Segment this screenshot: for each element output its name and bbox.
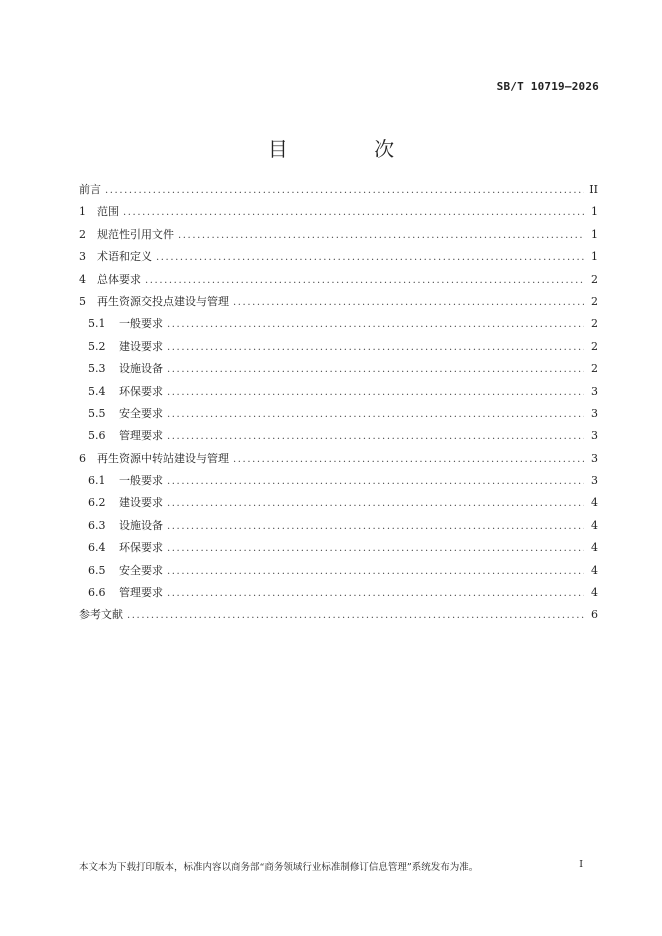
toc-leader-dots xyxy=(178,230,584,241)
toc-entry-page: 3 xyxy=(591,429,598,443)
toc-entry-page: 3 xyxy=(591,384,598,398)
toc-entry-label: 环保要求 xyxy=(119,541,163,555)
toc-entry-number: 6.5 xyxy=(88,563,106,577)
toc-leader-dots xyxy=(156,252,584,263)
toc-entry-label: 一般要求 xyxy=(119,474,163,488)
toc-entry[interactable] xyxy=(79,248,598,270)
toc-leader-dots xyxy=(167,476,584,487)
toc-entry-label: 总体要求 xyxy=(97,272,141,286)
toc-entry-page: 2 xyxy=(591,362,598,376)
toc-leader-dots xyxy=(167,387,584,398)
toc-entry-number: 6.4 xyxy=(88,541,106,555)
toc-entry-page: 1 xyxy=(591,227,598,241)
toc-leader-dots xyxy=(167,566,584,577)
toc-entry-number: 4 xyxy=(79,272,86,286)
page-footer xyxy=(79,859,583,873)
toc-entry-number: 1 xyxy=(79,205,86,219)
toc-leader-dots xyxy=(167,409,584,420)
toc-entry-label: 一般要求 xyxy=(119,317,163,331)
toc-entry[interactable] xyxy=(79,606,598,628)
toc-entry-page: 4 xyxy=(591,586,598,600)
toc-entry-number: 5.6 xyxy=(88,429,106,443)
toc-entry[interactable] xyxy=(79,584,598,606)
toc-entry-label: 范围 xyxy=(97,205,119,219)
toc-entry-page: 4 xyxy=(591,496,598,510)
footer-notice: 本文本为下载打印版本，标准内容以商务部“商务领域行业标准制修订信息管理”系统发布为准。 xyxy=(79,862,479,873)
toc-entry[interactable] xyxy=(79,517,598,539)
toc-entry[interactable] xyxy=(79,293,598,315)
toc-entry[interactable] xyxy=(79,450,598,472)
toc-entry-label: 建设要求 xyxy=(119,496,163,510)
toc-entry-label: 规范性引用文件 xyxy=(97,227,174,241)
toc-entry-label: 设施设备 xyxy=(119,362,163,376)
toc-entry[interactable] xyxy=(79,360,598,382)
toc-entry[interactable] xyxy=(79,539,598,561)
toc-entry-page: 2 xyxy=(591,339,598,353)
toc-leader-dots xyxy=(145,275,584,286)
toc-entry-label: 建设要求 xyxy=(119,339,163,353)
toc-entry-label: 设施设备 xyxy=(119,518,163,532)
toc-entry[interactable] xyxy=(79,472,598,494)
toc-entry[interactable] xyxy=(79,562,598,584)
toc-entry[interactable] xyxy=(79,427,598,449)
toc-entry-number: 5 xyxy=(79,294,86,308)
toc-entry-page: 2 xyxy=(591,272,598,286)
toc-entry-label: 管理要求 xyxy=(119,429,163,443)
page-title: 目 次 xyxy=(267,137,435,161)
toc-entry-label: 术语和定义 xyxy=(97,250,152,264)
toc-entry[interactable] xyxy=(79,315,598,337)
toc-entry-label: 安全要求 xyxy=(119,563,163,577)
toc-entry-page: 2 xyxy=(591,294,598,308)
toc-entry-label: 参考文献 xyxy=(79,608,123,622)
toc-entry-page: II xyxy=(589,183,598,196)
toc-entry[interactable] xyxy=(79,181,598,203)
toc-entry-number: 6.1 xyxy=(88,474,106,488)
toc-entry-number: 5.2 xyxy=(88,339,106,353)
toc-entry-page: 3 xyxy=(591,406,598,420)
toc-entry-page: 3 xyxy=(591,474,598,488)
toc-entry-number: 5.4 xyxy=(88,384,106,398)
toc-entry-page: 1 xyxy=(591,205,598,219)
toc-entry-number: 5.3 xyxy=(88,362,106,376)
toc-leader-dots xyxy=(167,319,584,330)
toc-entry[interactable] xyxy=(79,271,598,293)
toc-leader-dots xyxy=(233,454,584,465)
toc-entry[interactable] xyxy=(79,338,598,360)
toc-entry[interactable] xyxy=(79,494,598,516)
toc-leader-dots xyxy=(167,364,584,375)
table-of-contents xyxy=(79,181,598,629)
toc-entry-label: 再生资源交投点建设与管理 xyxy=(97,294,229,308)
toc-entry-number: 2 xyxy=(79,227,86,241)
toc-leader-dots xyxy=(167,588,584,599)
toc-entry-label: 再生资源中转站建设与管理 xyxy=(97,451,229,465)
toc-leader-dots xyxy=(167,498,584,509)
toc-entry-number: 5.5 xyxy=(88,406,106,420)
toc-entry-label: 环保要求 xyxy=(119,384,163,398)
toc-entry-number: 3 xyxy=(79,250,86,264)
toc-leader-dots xyxy=(167,342,584,353)
toc-entry-label: 前言 xyxy=(79,183,101,196)
toc-entry[interactable] xyxy=(79,203,598,225)
toc-entry-page: 1 xyxy=(591,250,598,264)
toc-entry-page: 3 xyxy=(591,451,598,465)
toc-entry-page: 4 xyxy=(591,518,598,532)
toc-entry-label: 管理要求 xyxy=(119,586,163,600)
toc-entry[interactable] xyxy=(79,383,598,405)
toc-entry-number: 6.6 xyxy=(88,586,106,600)
toc-entry-number: 6.3 xyxy=(88,518,106,532)
toc-entry-number: 5.1 xyxy=(88,317,106,331)
toc-entry-page: 2 xyxy=(591,317,598,331)
toc-leader-dots xyxy=(167,521,584,532)
toc-entry[interactable] xyxy=(79,226,598,248)
toc-leader-dots xyxy=(127,610,584,621)
toc-entry-number: 6 xyxy=(79,451,86,465)
toc-leader-dots xyxy=(167,543,584,554)
toc-entry-number: 6.2 xyxy=(88,496,106,510)
toc-entry-page: 6 xyxy=(591,608,598,622)
toc-leader-dots xyxy=(167,431,584,442)
toc-entry-label: 安全要求 xyxy=(119,406,163,420)
toc-leader-dots xyxy=(105,185,584,196)
toc-entry-page: 4 xyxy=(591,541,598,555)
toc-leader-dots xyxy=(123,207,584,218)
toc-leader-dots xyxy=(233,297,584,308)
toc-entry[interactable] xyxy=(79,405,598,427)
footer-page-number: I xyxy=(579,859,583,870)
standard-number: SB/T 10719—2026 xyxy=(496,80,599,93)
toc-entry-page: 4 xyxy=(591,563,598,577)
